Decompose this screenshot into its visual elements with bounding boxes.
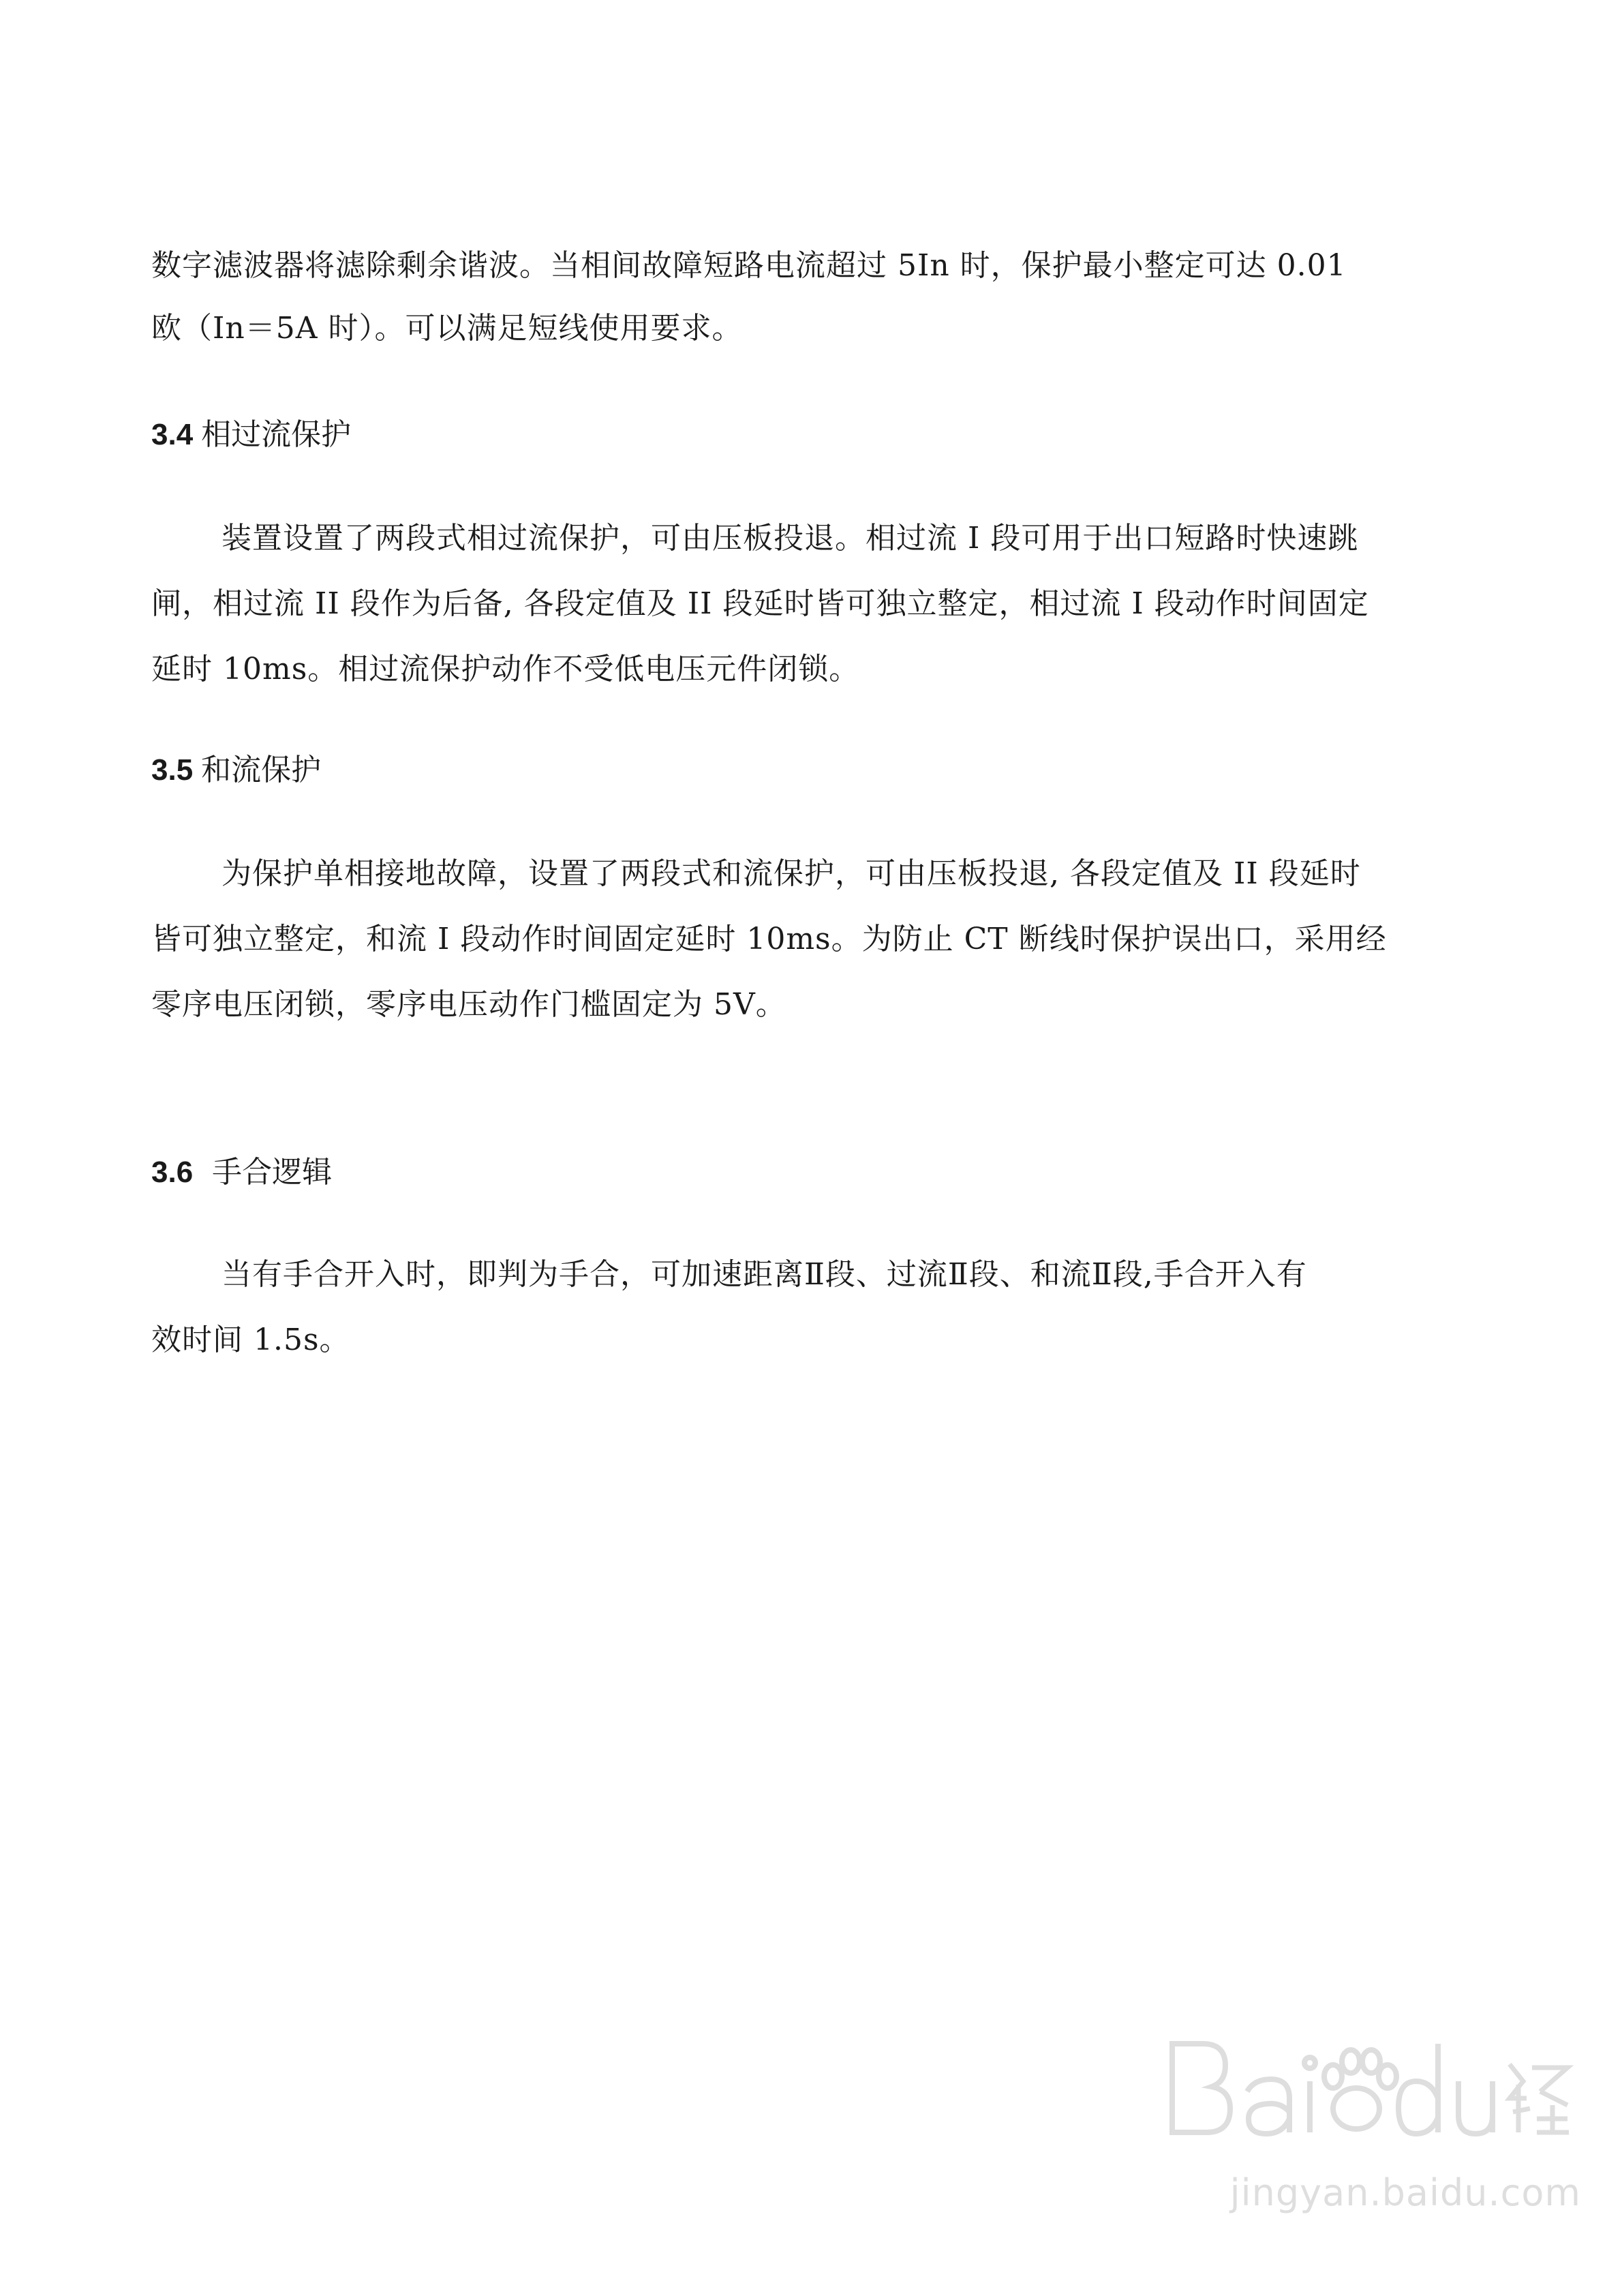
section-3-5-heading [151,750,321,791]
section-3-4-heading [151,414,351,455]
baidu-jingyan-watermark [1159,1989,1581,2214]
section-3-6-line-1: 当有手合开入时，即判为手合，可加速距离Ⅱ段、过流Ⅱ段、和流Ⅱ段,手合开入有 [221,1257,1307,1292]
section-3-6-heading [151,1152,332,1193]
section-3-6-title: 手合逻辑 [212,1155,333,1190]
intro-line-2: 欧（In＝5A 时）。可以满足短线使用要求。 [151,311,743,346]
section-3-5-line-1: 为保护单相接地故障，设置了两段式和流保护，可由压板投退, 各段定值及 II 段延时 [221,856,1361,891]
section-3-6-number: 3.6 [151,1155,194,1189]
section-3-4-title: 相过流保护 [201,417,352,452]
section-3-5-line-2: 皆可独立整定，和流 I 段动作时间固定延时 10ms。为防止 CT 断线时保护误出口，采用经 [151,922,1387,956]
section-3-4-line-2: 闸，相过流 II 段作为后备, 各段定值及 II 段延时皆可独立整定，相过流 I 段动作时间固定 [151,586,1369,621]
section-3-4-number: 3.4 [151,418,194,451]
baidu-logo-icon [1159,2016,1581,2153]
section-3-5-line-3: 零序电压闭锁，零序电压动作门槛固定为 5V。 [151,987,786,1022]
section-3-4-line-1: 装置设置了两段式相过流保护，可由压板投退。相过流 I 段可用于出口短路时快速跳 [221,521,1359,556]
section-3-4-line-3: 延时 10ms。相过流保护动作不受低电压元件闭锁。 [151,652,860,686]
watermark-url: jingyan.baidu.com [1229,2171,1581,2214]
intro-line-1: 数字滤波器将滤除剩余谐波。当相间故障短路电流超过 5In 时，保护最小整定可达 0.01 [151,248,1347,283]
section-3-5-title: 和流保护 [201,753,322,787]
section-3-5-number: 3.5 [151,753,194,787]
section-3-6-line-2: 效时间 1.5s。 [151,1323,350,1357]
